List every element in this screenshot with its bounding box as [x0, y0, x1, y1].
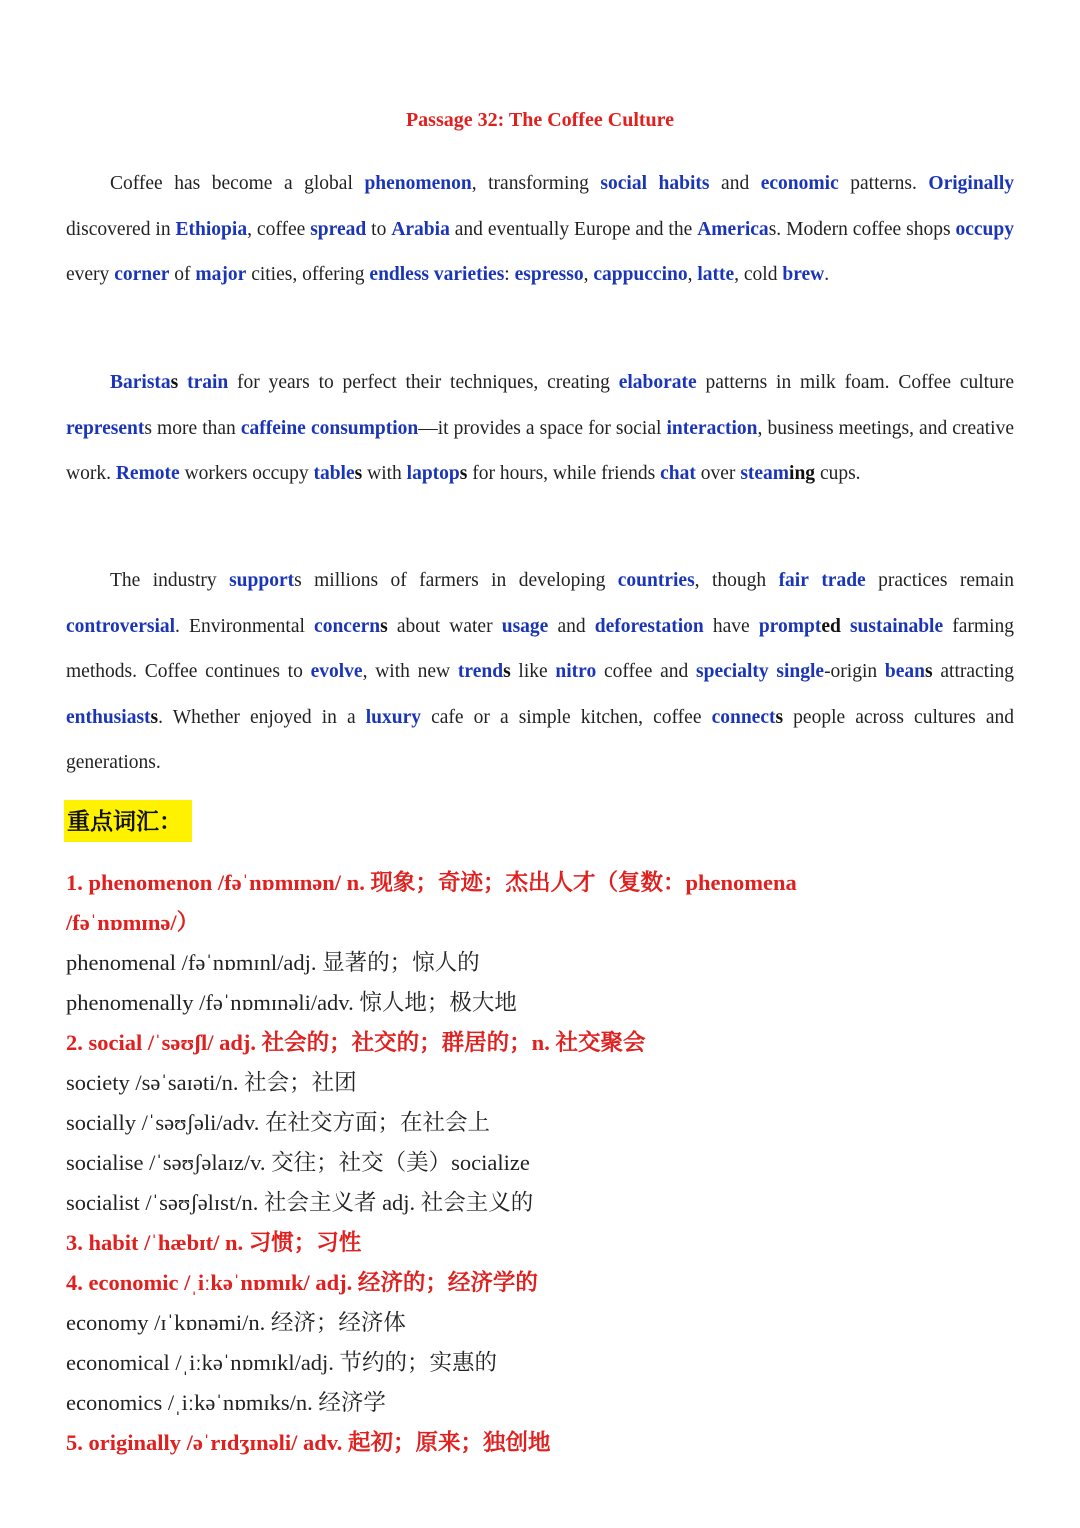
- text-run: The industry: [110, 570, 230, 591]
- vocab-derived-word: economics /ˌiːkəˈnɒmɪks/n. 经济学: [66, 1390, 386, 1415]
- text-run: s. Modern coffee shops: [768, 218, 956, 240]
- keyword: table: [313, 463, 355, 484]
- text-run: with: [362, 463, 407, 484]
- keyword: represent: [66, 417, 145, 439]
- keyword: occupy: [955, 218, 1014, 240]
- text-run: for hours, while friends: [467, 463, 661, 484]
- text-run: [841, 616, 850, 637]
- text-run: s more than: [144, 417, 241, 439]
- text-run: to: [366, 218, 392, 240]
- text-run: people across cultures and generations.: [66, 706, 1015, 773]
- text-run: of: [169, 264, 196, 285]
- keyword: spread: [310, 218, 367, 240]
- keyword: sustainable: [849, 615, 944, 637]
- keyword: controversial: [66, 615, 176, 637]
- headword-line: 1. phenomenon /fəˈnɒmɪnən/ n. 现象；奇迹；杰出人才（复数：phenomena: [66, 870, 797, 895]
- keyword: concern: [314, 615, 381, 637]
- text-run: cups.: [815, 463, 861, 484]
- keyword: America: [697, 218, 769, 240]
- vocab-entry-headword: 2. social /ˈsəʊʃl/ adj. 社会的；社交的；群居的；n. 社交聚会: [66, 1030, 646, 1055]
- text-run: . Environmental: [175, 615, 315, 637]
- keyword: phenomenon: [364, 173, 472, 194]
- vocab-list: [66, 863, 1026, 1463]
- keyword: varieties: [433, 264, 505, 285]
- text-run: over: [695, 463, 741, 484]
- keyword: deforestation: [594, 615, 704, 637]
- text-run: s millions of farmers in developing: [294, 570, 618, 591]
- keyword: connect: [711, 706, 776, 728]
- keyword: luxury: [365, 706, 422, 728]
- text-run: . Whether enjoyed in a: [158, 706, 366, 728]
- text-run: -origin: [824, 661, 885, 682]
- keyword: single: [776, 661, 825, 682]
- vocab-derived-word: socialise /ˈsəʊʃəlaɪz/v. 交往；社交（美）socialize: [66, 1150, 530, 1175]
- headword-line: /fəˈnɒmɪnə/）: [66, 910, 200, 935]
- text-run: attracting: [932, 661, 1014, 682]
- keyword: latte: [697, 264, 735, 285]
- text-run: patterns in milk foam. Coffee culture: [696, 372, 1014, 393]
- text-run: —it provides a space for social: [418, 417, 667, 439]
- text-run: , business meetings, and creative work.: [66, 417, 1014, 484]
- vocab-derived-word: phenomenally /fəˈnɒmɪnəli/adv. 惊人地；极大地: [66, 990, 517, 1015]
- text-run: and eventually Europe and the: [449, 218, 698, 240]
- keyword: nitro: [555, 661, 597, 682]
- keyword: usage: [501, 615, 549, 637]
- keyword: steam: [740, 463, 790, 484]
- text-run: every: [66, 264, 115, 285]
- text-run: , with new: [362, 661, 458, 682]
- text-run: [178, 372, 187, 393]
- keyword: fair: [778, 570, 809, 591]
- keyword: bean: [884, 661, 926, 682]
- keyword: trend: [457, 661, 504, 682]
- vocab-entry-headword: 4. economic /ˌiːkəˈnɒmɪk/ adj. 经济的；经济学的: [66, 1270, 538, 1295]
- keyword-suffix: s: [170, 372, 179, 393]
- text-run: have: [703, 615, 759, 637]
- vocab-derived-word: economical /ˌiːkəˈnɒmɪkl/adj. 节约的；实惠的: [66, 1350, 498, 1375]
- text-run: for years to perfect their techniques, creating: [228, 372, 619, 393]
- keyword: chat: [660, 463, 696, 484]
- vocab-entry-headword: 3. habit /ˈhæbɪt/ n. 习惯；习性: [66, 1230, 362, 1255]
- keyword-suffix: s: [150, 706, 159, 728]
- vocab-entry-headword: [66, 863, 1026, 943]
- keyword: elaborate: [618, 372, 697, 393]
- keyword: Barista: [110, 372, 171, 393]
- vocab-derived-word: socially /ˈsəʊʃəli/adv. 在社交方面；在社会上: [66, 1110, 490, 1135]
- keyword: Ethiopia: [175, 218, 248, 240]
- keyword: Remote: [115, 463, 180, 484]
- keyword: laptop: [406, 463, 460, 484]
- text-run: farming methods. Coffee continues to: [66, 615, 1014, 682]
- keyword: endless: [369, 264, 430, 285]
- text-run: [809, 570, 821, 591]
- keyword: economic: [760, 173, 839, 194]
- text-run: ,: [687, 264, 698, 285]
- keyword: interaction: [666, 417, 758, 439]
- keyword-suffix: s: [775, 706, 784, 728]
- keyword: countries: [617, 570, 695, 591]
- keyword-suffix: s: [354, 463, 363, 484]
- text-run: and: [709, 173, 761, 194]
- keyword-suffix: s: [380, 615, 388, 637]
- text-run: ,: [583, 264, 594, 285]
- text-run: .: [824, 264, 830, 285]
- keyword: cappuccino: [593, 264, 688, 285]
- vocab-derived-word: economy /ɪˈkɒnəmi/n. 经济；经济体: [66, 1310, 406, 1335]
- keyword-suffix: s: [503, 661, 511, 682]
- passage-title: Passage 32: The Coffee Culture: [405, 109, 675, 131]
- text-run: practices remain: [865, 570, 1014, 591]
- text-run: patterns.: [838, 173, 929, 194]
- text-run: workers occupy: [179, 463, 314, 484]
- keyword: habits: [658, 173, 710, 194]
- keyword-suffix: ed: [821, 615, 841, 637]
- text-run: [647, 173, 659, 194]
- keyword: corner: [114, 264, 170, 285]
- keyword-suffix: ing: [789, 463, 816, 484]
- text-run: coffee and: [596, 661, 697, 682]
- text-run: , though: [694, 570, 779, 591]
- text-run: , cold: [734, 264, 783, 285]
- paragraph-3: [66, 558, 1014, 786]
- text-run: cities, offering: [246, 264, 370, 285]
- paragraph-1: [66, 161, 1014, 298]
- text-run: Coffee has become a global: [110, 173, 365, 194]
- vocab-section-heading: 重点词汇：: [64, 800, 192, 842]
- keyword: specialty: [696, 661, 769, 682]
- keyword: Originally: [928, 173, 1015, 194]
- keyword: major: [195, 264, 247, 285]
- text-run: , coffee: [247, 218, 311, 240]
- text-run: about water: [387, 615, 502, 637]
- keyword: evolve: [310, 661, 363, 682]
- keyword: Arabia: [391, 218, 450, 240]
- keyword: social: [600, 173, 647, 194]
- keyword: prompt: [758, 615, 822, 637]
- text-run: discovered in: [66, 218, 176, 240]
- keyword: espresso: [514, 264, 584, 285]
- vocab-derived-word: phenomenal /fəˈnɒmɪnl/adj. 显著的；惊人的: [66, 950, 480, 975]
- vocab-derived-word: socialist /ˈsəʊʃəlɪst/n. 社会主义者 adj. 社会主义的: [66, 1190, 534, 1215]
- text-run: cafe or a simple kitchen, coffee: [421, 706, 712, 728]
- text-run: like: [510, 661, 556, 682]
- keyword: consumption: [310, 417, 419, 439]
- text-run: and: [548, 615, 595, 637]
- keyword-suffix: s: [459, 463, 468, 484]
- keyword: trade: [821, 570, 866, 591]
- keyword: enthusiast: [66, 706, 151, 728]
- text-run: :: [504, 264, 515, 285]
- keyword-suffix: s: [925, 661, 933, 682]
- keyword: caffeine: [240, 417, 306, 439]
- keyword: brew: [782, 264, 825, 285]
- vocab-derived-word: society /səˈsaɪəti/n. 社会；社团: [66, 1070, 357, 1095]
- keyword: train: [187, 372, 229, 393]
- paragraph-2: [66, 360, 1014, 497]
- text-run: , transforming: [471, 173, 601, 194]
- vocab-entry-headword: 5. originally /əˈrɪdʒɪnəli/ adv. 起初；原来；独创地: [66, 1430, 551, 1455]
- keyword: support: [229, 570, 295, 591]
